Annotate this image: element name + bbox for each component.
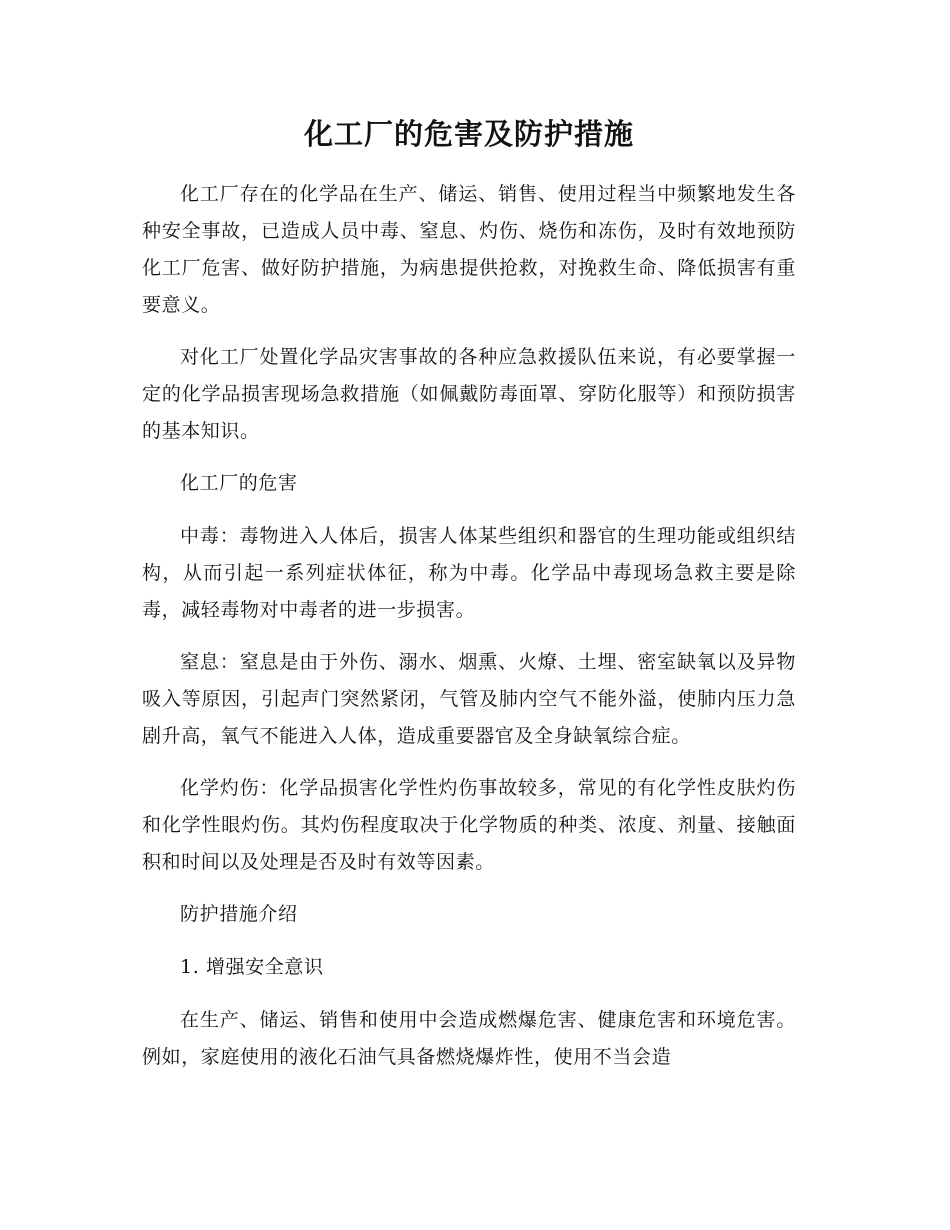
paragraph-asphyxia: 窒息：窒息是由于外伤、溺水、烟熏、火燎、土埋、密室缺氧以及异物吸入等原因，引起声门突然紧闭，气管及肺内空气不能外溢，使肺内压力急剧升高，氧气不能进入人体，造成重要器官及全身缺氧综合症。 bbox=[142, 651, 796, 747]
subsection-heading-safety-awareness: 1. 增强安全意识 bbox=[180, 956, 324, 978]
section-heading-hazards: 化工厂的危害 bbox=[180, 472, 298, 494]
paragraph-safety-awareness: 在生产、储运、销售和使用中会造成燃爆危害、健康危害和环境危害。例如，家庭使用的液化石油气具备燃烧爆炸性，使用不当会造 bbox=[142, 1009, 796, 1068]
section-heading-protection: 防护措施介绍 bbox=[180, 903, 298, 925]
paragraph-intro: 化工厂存在的化学品在生产、储运、销售、使用过程当中频繁地发生各种安全事故，已造成人员中毒、窒息、灼伤、烧伤和冻伤，及时有效地预防化工厂危害、做好防护措施，为病患提供抢救，对挽救生命、降低损害有重要意义。 bbox=[142, 183, 796, 316]
paragraph-emergency-teams: 对化工厂处置化学品灾害事故的各种应急救援队伍来说，有必要掌握一定的化学品损害现场急救措施（如佩戴防毒面罩、穿防化服等）和预防损害的基本知识。 bbox=[142, 346, 796, 442]
paragraph-chemical-burns: 化学灼伤：化学品损害化学性灼伤事故较多，常见的有化学性皮肤灼伤和化学性眼灼伤。其灼伤程度取决于化学物质的种类、浓度、剂量、接触面积和时间以及处理是否及时有效等因素。 bbox=[142, 777, 796, 873]
document-body bbox=[142, 112, 796, 1091]
paragraph-poisoning: 中毒：毒物进入人体后，损害人体某些组织和器官的生理功能或组织结构，从而引起一系列症状体征，称为中毒。化学品中毒现场急救主要是除毒，减轻毒物对中毒者的进一步损害。 bbox=[142, 525, 796, 621]
document-title: 化工厂的危害及防护措施 bbox=[303, 117, 634, 151]
